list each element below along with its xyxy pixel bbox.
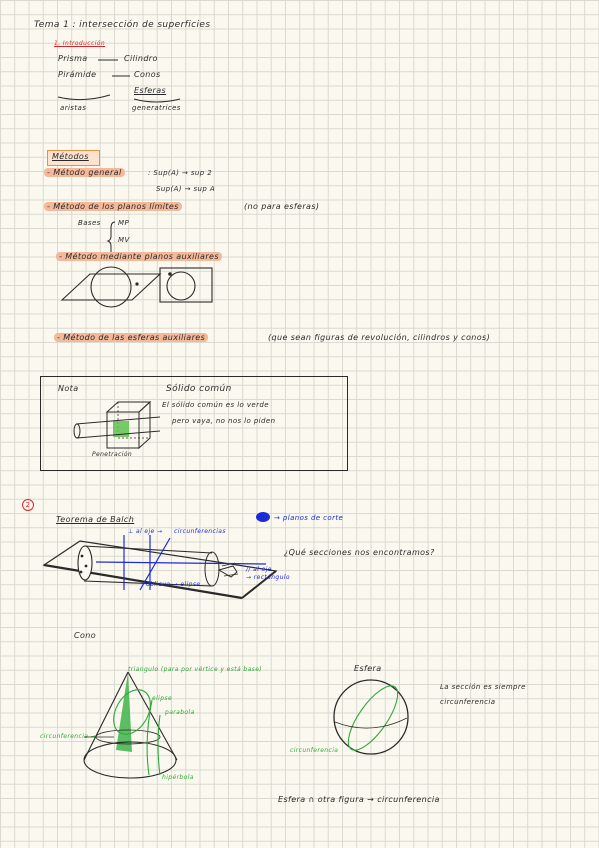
intro-cilindro: Cilindro [124,54,158,63]
cono-triangulo: triangulo (para por vértice y está base) [128,666,263,673]
intro-generatrices: generatrices [132,104,181,112]
esfera-footer: Esfera ∩ otra figura → circunferencia [278,795,440,804]
square-circle-sketch [160,268,212,302]
intro-heading: 1. Introducción [54,40,106,47]
esfera-line2: circunferencia [440,698,496,706]
metodo-general-a: : Sup(A) → sup 2 [148,169,213,177]
balch-question: ¿Qué secciones nos encontramos? [284,548,435,557]
cono-parabola: parabola [165,709,195,716]
bases-mv: MV [118,236,130,244]
sphere-sketch [334,679,408,757]
balch-planos-label: → planos de corte [274,514,344,522]
balch-oblicua: oblicua → elipse [146,581,201,588]
page-title: Tema 1 : intersección de superficies [34,20,211,30]
intro-conos: Conos [134,70,161,79]
plane-circle-sketch [62,267,160,307]
nota-label: Nota [58,384,79,393]
metodo-planos-limites-note: (no para esferas) [244,202,320,211]
teorema-balch: Teorema de Balch [56,515,135,524]
nota-line2: pero vaya, no nos lo piden [172,417,276,425]
nota-line1: El sólido común es lo verde [162,401,269,409]
intro-aristas: aristas [60,104,87,112]
metodo-general-b: Sup(A) → sup A [156,185,216,193]
cono-elipse: elipse [152,695,173,702]
balch-rectangulo: → rectángulo [246,574,290,581]
metodo-esferas-auxiliares: - Método de las esferas auxiliares [54,333,208,342]
esfera-line1: La sección es siempre [440,683,526,691]
nota-title: Sólido común [166,384,232,394]
metodo-planos-auxiliares: - Método mediante planos auxiliares [56,252,222,261]
esfera-label: Esfera [354,664,382,673]
intro-piramide: Pirámide [58,70,97,79]
cono-label: Cono [74,631,97,640]
intro-prisma: Prisma [58,54,88,63]
nota-caption: Penetración [92,451,133,458]
metodo-general: - Método general [44,168,125,177]
metodos-heading: Métodos [52,152,89,161]
metodo-planos-limites: - Método de los planos límites [44,202,182,211]
balch-perp-axis: ⊥ al eje → [128,528,163,535]
cono-hiperbola: hipérbola [162,774,194,781]
balch-parallel-axis: // al eje [246,566,272,573]
brace-aristas [58,95,110,100]
cono-circunferencia: circunferencia → [40,733,97,740]
esfera-circunferencia: circunferencia [290,747,339,754]
balch-circunferencias: circunferencias [174,528,226,535]
intro-esferas: Esferas [134,86,167,95]
cone-sketch [84,672,177,778]
bases-mp: MP [118,219,130,227]
section-number: 2 [22,499,34,511]
bases-label: Bases [78,219,101,227]
metodo-esferas-note: (que sean figuras de revolución, cilindros y conos) [268,333,491,342]
brace-generatrices [134,99,180,102]
